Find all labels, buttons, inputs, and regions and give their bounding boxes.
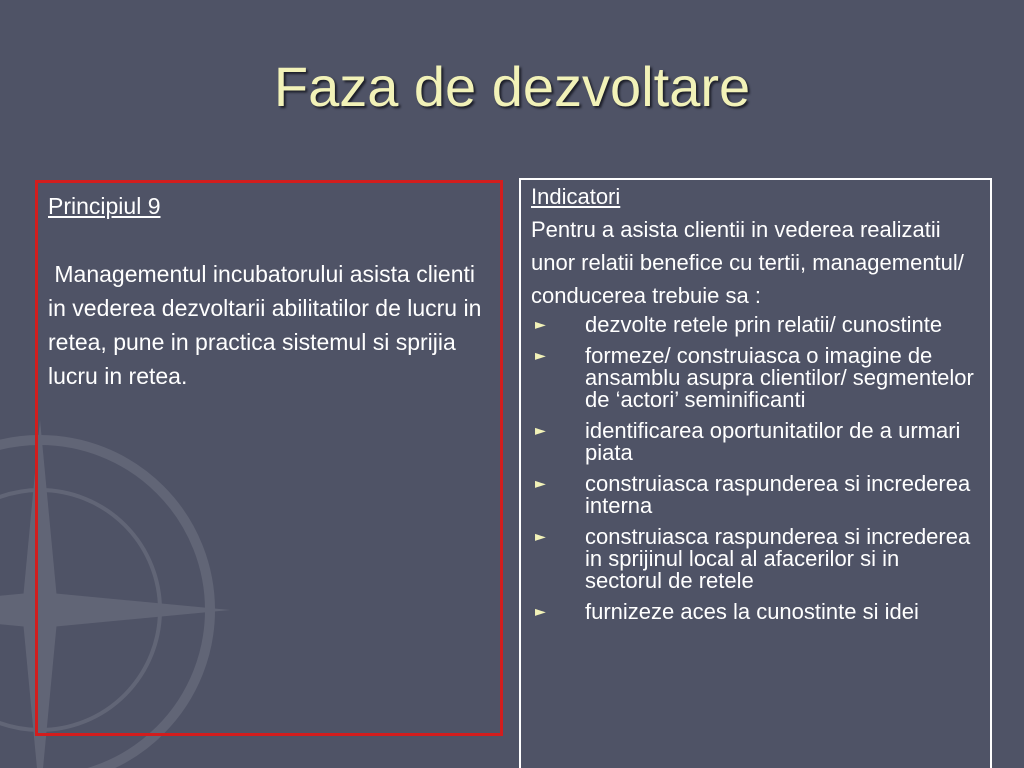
list-item: ► identificarea oportunitatilor de a urmari piata (535, 418, 961, 465)
principle-panel (35, 180, 503, 736)
indicators-heading: Indicatori (531, 184, 621, 209)
bullet-arrow-icon: ► (535, 604, 546, 620)
bullet-arrow-icon: ► (535, 348, 546, 364)
indicators-list (531, 314, 980, 623)
principle-text: Managementul incubatorului asista clienti in vederea dezvoltarii abilitatilor de lucru in retea, pune in practica sistemul si sprijia lucru in retea. (48, 261, 482, 389)
indicators-panel (519, 178, 992, 768)
bullet-arrow-icon: ► (535, 529, 546, 545)
bullet-arrow-icon: ► (535, 317, 546, 333)
list-item: ► construiasca raspunderea si increderea interna (535, 471, 971, 518)
list-item: ► dezvolte retele prin relatii/ cunostinte (535, 312, 943, 337)
list-item: ► furnizeze aces la cunostinte si idei (535, 599, 919, 624)
indicators-intro: Pentru a asista clientii in vederea realizatii unor relatii benefice cu tertii, managementul/ conducerea trebuie sa : (531, 217, 964, 308)
slide-title: Faza de dezvoltare (273, 55, 751, 118)
list-item: ► formeze/ construiasca o imagine de ansamblu asupra clientilor/ segmentelor de ‘actori’ seminificanti (535, 343, 974, 412)
list-item: ► construiasca raspunderea si increderea in sprijinul local al afacerilor si in sectorul de retele (535, 524, 971, 593)
bullet-arrow-icon: ► (535, 476, 546, 492)
bullet-arrow-icon: ► (535, 423, 546, 439)
principle-heading: Principiul 9 (48, 193, 161, 219)
